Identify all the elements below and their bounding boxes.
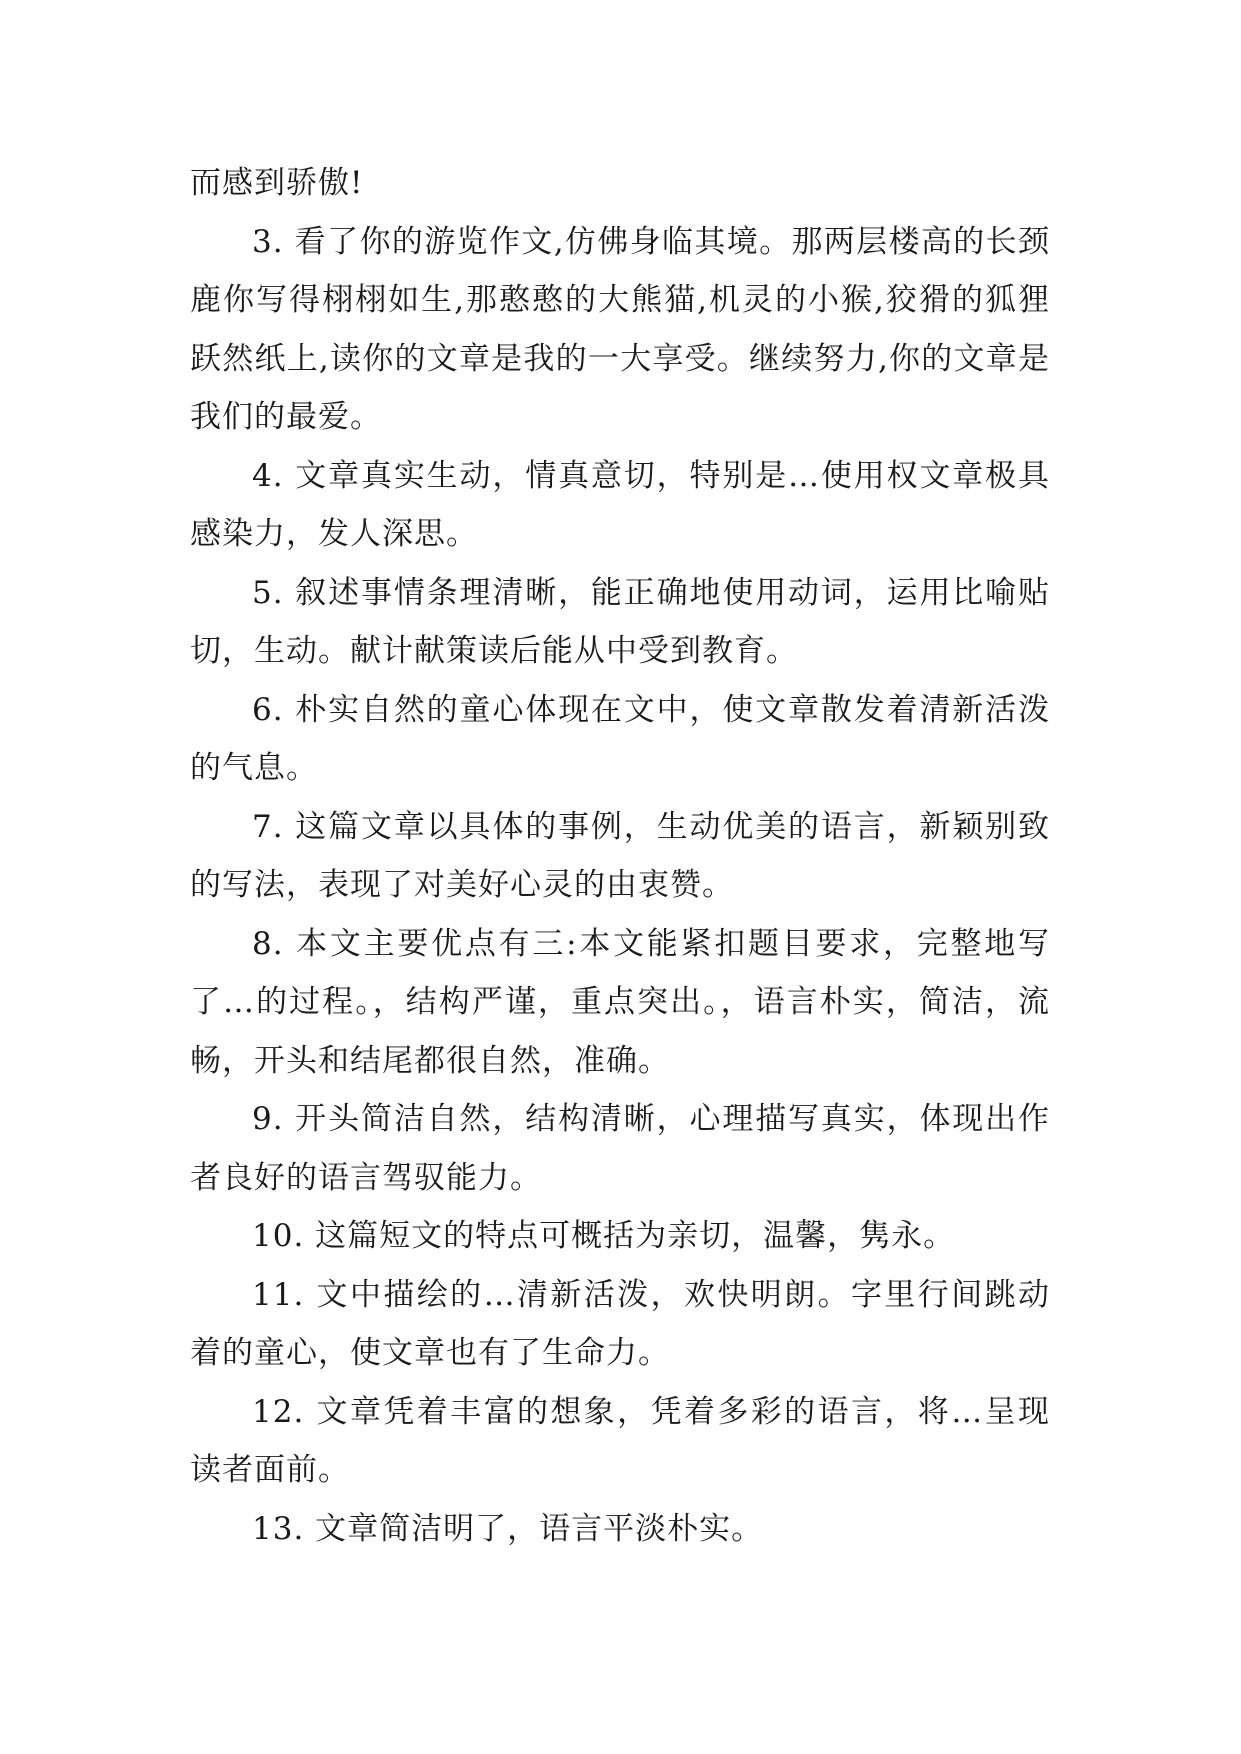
paragraph-item-12: 12. 文章凭着丰富的想象，凭着多彩的语言，将…呈现读者面前。 bbox=[190, 1393, 1050, 1488]
paragraph-item-8: 8. 本文主要优点有三:本文能紧扣题目要求，完整地写了…的过程。，结构严谨，重点突出。，语言朴实，简洁，流畅，开头和结尾都很自然，准确。 bbox=[190, 925, 1050, 1079]
paragraph-item-6: 6. 朴实自然的童心体现在文中，使文章散发着清新活泼的气息。 bbox=[190, 691, 1050, 786]
paragraph-item-7: 7. 这篇文章以具体的事例，生动优美的语言，新颖别致的写法，表现了对美好心灵的由衷赞。 bbox=[190, 808, 1050, 903]
paragraph-item-10: 10. 这篇短文的特点可概括为亲切，温馨，隽永。 bbox=[252, 1218, 956, 1254]
paragraph-item-4: 4. 文章真实生动，情真意切，特别是…使用权文章极具感染力，发人深思。 bbox=[190, 457, 1050, 552]
paragraph-item-11: 11. 文中描绘的…清新活泼，欢快明朗。字里行间跳动着的童心，使文章也有了生命力。 bbox=[190, 1276, 1050, 1371]
paragraph-item-9: 9. 开头简洁自然，结构清晰，心理描写真实，体现出作者良好的语言驾驭能力。 bbox=[190, 1101, 1050, 1196]
paragraph-continuation: 而感到骄傲! bbox=[190, 165, 364, 201]
paragraph-item-3: 3. 看了你的游览作文,仿佛身临其境。那两层楼高的长颈鹿你写得栩栩如生,那憨憨的大熊猫,机灵的小猴,狡猾的狐狸跃然纸上,读你的文章是我的一大享受。继续努力,你的文章是我们的最爱。 bbox=[190, 223, 1050, 435]
paragraph-item-13: 13. 文章简洁明了，语言平淡朴实。 bbox=[252, 1510, 764, 1547]
document-body bbox=[190, 154, 1050, 1558]
paragraph-item-5: 5. 叙述事情条理清晰，能正确地使用动词，运用比喻贴切，生动。献计献策读后能从中受到教育。 bbox=[190, 574, 1050, 669]
